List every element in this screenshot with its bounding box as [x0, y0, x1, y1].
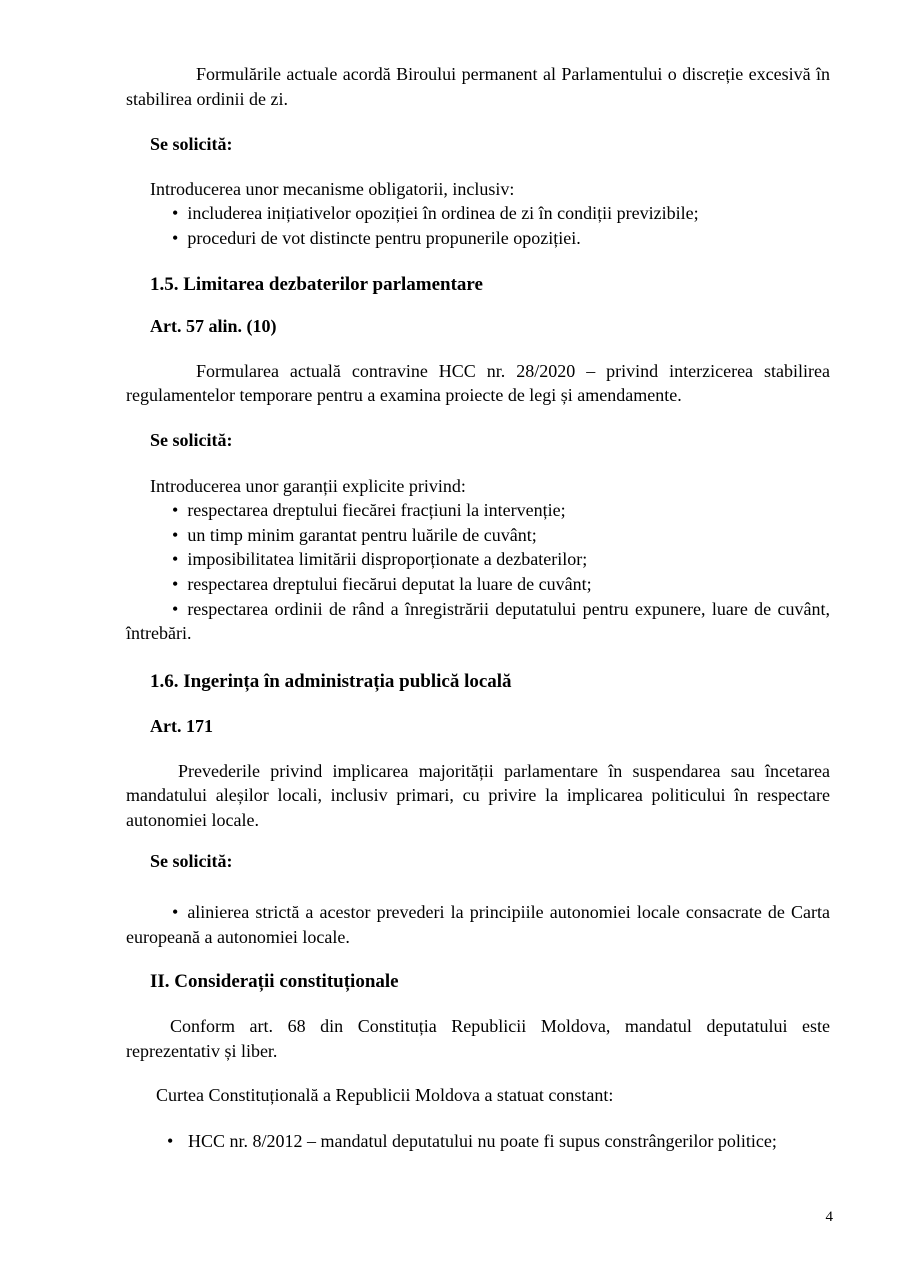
- list-item-text: respectarea ordinii de rând a înregistrării deputatului pentru expunere, luare de cuvânt, întrebări.: [126, 598, 830, 644]
- bullet-icon: •: [172, 524, 179, 545]
- list-item: [126, 900, 830, 949]
- bullet-icon: •: [167, 1130, 174, 1151]
- section-heading-1-5: 1.5. Limitarea dezbaterilor parlamentare: [150, 273, 483, 295]
- article-ref-57: Art. 57 alin. (10): [150, 316, 277, 337]
- list-item-text: alinierea strictă a acestor prevederi la principiile autonomiei locale consacrate de Carta europeană a autonomiei locale.: [126, 902, 830, 947]
- list-item: [126, 523, 830, 548]
- list-item-text: respectarea dreptului fiecărui deputat la luare de cuvânt;: [187, 573, 592, 594]
- list-item: [126, 498, 830, 523]
- paragraph-intro: Formulările actuale acordă Biroului permanent al Parlamentului o discreție excesivă în stabilirea ordinii de zi.: [126, 64, 830, 109]
- list-item-text: imposibilitatea limitării disproporționate a dezbaterilor;: [187, 549, 588, 570]
- section-heading-1-6: 1.6. Ingerința în administrația publică locală: [150, 670, 512, 692]
- list-item-text: HCC nr. 8/2012 – mandatul deputatului nu poate fi supus constrângerilor politice;: [188, 1130, 777, 1151]
- section-heading-II: II. Considerații constituționale: [150, 971, 399, 993]
- list-item: [126, 201, 830, 226]
- bullet-icon: •: [172, 203, 179, 224]
- paragraph-curtea: Curtea Constituțională a Republicii Moldova a statuat constant:: [156, 1085, 614, 1106]
- se-solicita-heading-1: Se solicită:: [150, 134, 233, 155]
- list-item: [126, 547, 830, 572]
- bullet-icon: •: [172, 500, 179, 521]
- list-item-hcc: [126, 1129, 830, 1154]
- bullet-icon: •: [172, 598, 179, 619]
- se-solicita-heading-2: Se solicită:: [150, 429, 233, 450]
- list-item-text: un timp minim garantat pentru luările de cuvânt;: [187, 524, 537, 545]
- list-item-text: proceduri de vot distincte pentru propunerile opoziției.: [187, 227, 581, 248]
- paragraph-conform: Conform art. 68 din Constituția Republicii Moldova, mandatul deputatului este reprezentativ și liber.: [126, 1016, 830, 1061]
- paragraph-formularea: Formularea actuală contravine HCC nr. 28/2020 – privind interzicerea stabilirea regulamentelor temporare pentru a examina proiecte de legi și amendamente.: [126, 360, 830, 406]
- se-solicita-heading-3: Se solicită:: [150, 850, 233, 871]
- list-item-text: respectarea dreptului fiecărei fracțiuni la intervenție;: [187, 500, 566, 521]
- list-item: [126, 572, 830, 597]
- bullet-icon: •: [172, 573, 179, 594]
- bullet-icon: •: [172, 549, 179, 570]
- bullet-icon: •: [172, 902, 179, 923]
- mechanisms-lead: Introducerea unor mecanisme obligatorii, inclusiv:: [150, 178, 515, 199]
- list-item: [126, 597, 830, 646]
- list-item: [126, 226, 830, 251]
- garantii-lead: Introducerea unor garanții explicite privind:: [150, 475, 466, 496]
- paragraph-prevederile: Prevederile privind implicarea majorității parlamentare în suspendarea sau încetarea mandatului aleșilor locali, inclusiv primari, cu privire la implicarea politicului în respectare autonomiei locale.: [126, 760, 830, 831]
- bullet-icon: •: [172, 227, 179, 248]
- page-number: 4: [825, 1209, 833, 1225]
- article-ref-171: Art. 171: [150, 716, 213, 737]
- list-item-text: includerea inițiativelor opoziției în ordinea de zi în condiții previzibile;: [187, 203, 699, 224]
